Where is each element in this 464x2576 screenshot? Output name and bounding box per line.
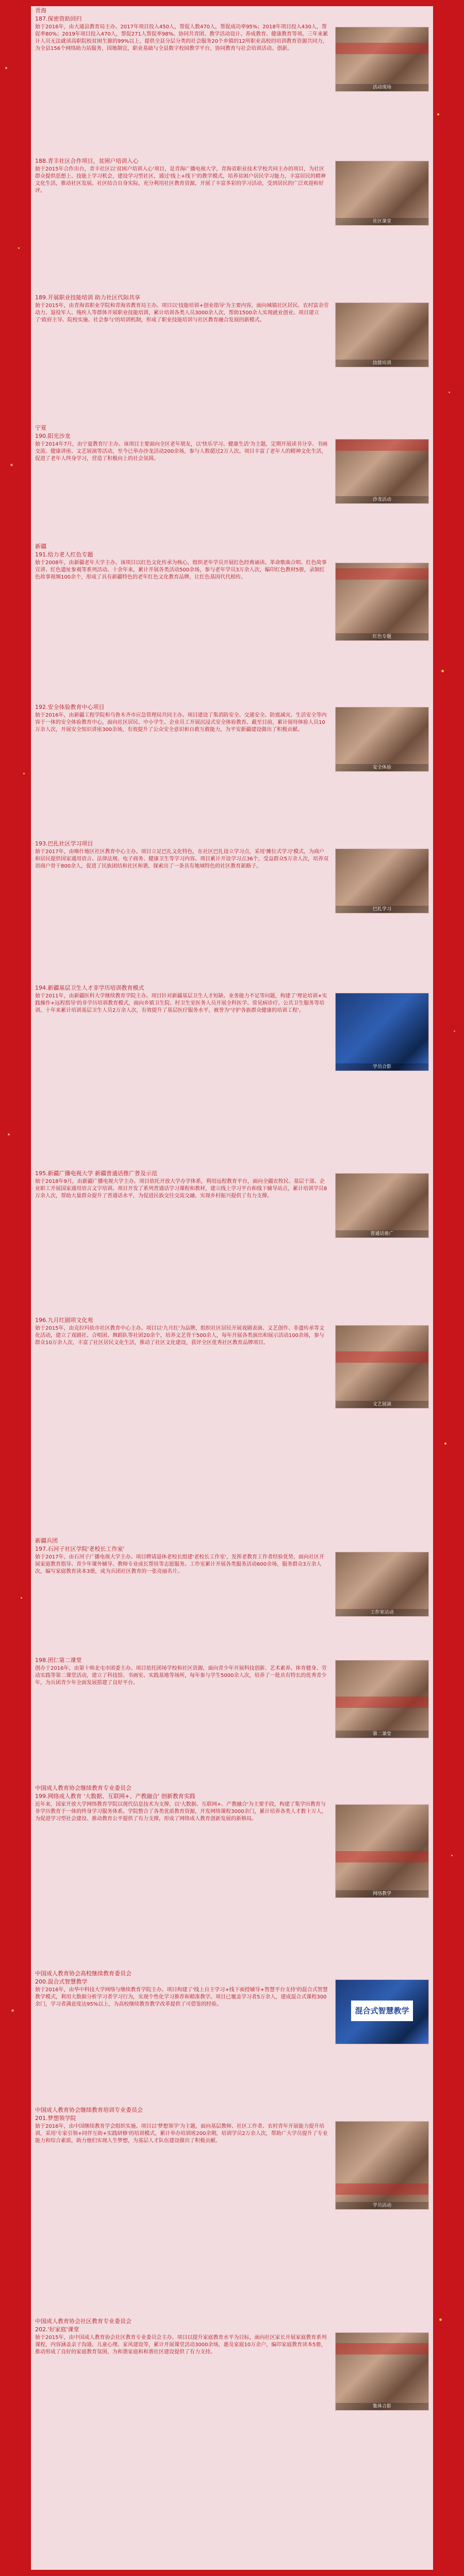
case-photo: 活动现场 — [335, 27, 429, 92]
case-title: 195.新疆广播电视大学 新疆普通话推广普及示范 — [35, 1170, 157, 1177]
case-photo: 网络教学 — [335, 1804, 429, 1898]
case-description: 始于2016年，由新疆工程学院和乌鲁木齐市应急管理局共同主办。项目建设了集消防安全、交通安全、防震减灾、生活安全等内容于一体的安全体验教育中心，面向社区居民、中小学生、企业员工开展沉浸式安全体验教育。截至目前，累计接待体验人员10万余人次，开展安全知识讲座300余场，有效提升了公众安全意识和自救互救能力，为平安新疆建设做出了积极贡献。 — [35, 713, 327, 733]
case-title: 191.给力老人红色专题 — [35, 551, 93, 558]
province-label: 中国成人教育协会高校继续教育委员会 — [35, 1970, 131, 1977]
province-label: 新疆 — [35, 543, 46, 550]
case-photo: 工作室活动 — [335, 1552, 429, 1617]
case-section — [31, 2317, 433, 2570]
case-photo: 沙龙活动 — [335, 439, 429, 504]
province-label: 宁夏 — [35, 425, 46, 431]
case-description: 创办于2016年，由第十师北屯市团委主办。项目依托团场学校和社区资源，面向青少年开展科技创新、艺术素养、体育健身、劳动实践等第二课堂活动，建立了科技馆、书画室、实践基地等场所，每年参与学生5000余人次，培养了一批具有特长的优秀青少年，为兵团青少年全面发展搭建了良好平台。 — [35, 1666, 327, 1686]
case-section — [31, 542, 433, 702]
case-section — [31, 1536, 433, 1655]
case-title: 190.阳光沙龙 — [35, 433, 71, 439]
case-section — [31, 2106, 433, 2317]
case-description: 始于2018年9月，由新疆广播电视大学主办。项目依托开放大学办学体系，利用远程教育平台，面向全疆农牧民、基层干部、企业职工开展国家通用语言文字培训。项目开发了系列普通话学习课程和教材，建立线上学习平台和线下辅导站点，累计培训学员8万余人次，帮助大量群众提升了普通话水平，为促进民族交往交流交融、实现乡村振兴提供了有力支撑。 — [35, 1179, 327, 1199]
case-photo: 集体合影 — [335, 2332, 429, 2411]
case-title: 193.巴扎社区学习项目 — [35, 840, 93, 847]
case-description: 始于2016年，由大通县教育局主办。2017年项目投入450人，帮促人数470人，帮促成功率95%；2018年项目投入430人，帮促率80%；2019年项目投入470人，帮促271人帮促率98%。协同共青团、教学活动设计、养成教育、健康教育等项。三年来累计人员无法就读高职院校贫困生源的99%以上，提供全县分层分类的社会服务20个乡镇的12所职业高校的培训教育资源共同力，为全县156个网络助力站服务，因地制宜，职业基础与全县数字校园教学平台，协同教育与社会培训活动。创新。 — [35, 24, 328, 52]
case-photo: 安全体验 — [335, 707, 429, 772]
case-description: 始于2011年，由新疆医科大学继续教育学院主办。项目针对新疆基层卫生人才短缺、业务能力不足等问题，构建了'理论培训+实践操作+远程指导'的非学历培训教育模式，面向乡镇卫生院、村卫生室医务人员开展全科医学、常见病诊疗、公共卫生服务等培训。十年来累计培训基层卫生人员2万余人次，有效提升了基层医疗服务水平，被誉为'守护各族群众健康的培训工程'。 — [35, 993, 327, 1013]
case-section — [31, 6, 433, 156]
case-description: 始于2015年，由克拉玛依市社区教育中心主办。项目以'九月红'为品牌，组织社区居民开展戏剧表演、文艺创作、非遗传承等文化活动，建立了戏剧社、合唱团、舞蹈队等社团20余个，培养文艺骨干500余人，每年开展各类演出和展示活动100余场，参与群众10万余人次，丰富了社区居民文化生活，推动了社区文化建设，获评全区优秀社区教育品牌项目。 — [35, 1326, 324, 1346]
case-photo: 社区课堂 — [335, 161, 429, 226]
case-photo: 文艺展演 — [335, 1325, 429, 1409]
case-section — [31, 1168, 433, 1315]
case-section — [31, 423, 433, 542]
case-section — [31, 156, 433, 292]
case-title: 188.青丰社区合作项目，贫困户培训入心 — [35, 158, 139, 164]
case-title: 197.石河子社区学院'老校长工作室' — [35, 1546, 125, 1552]
province-label: 青海 — [35, 7, 46, 14]
case-title: 200.混合式智慧教学 — [35, 1978, 88, 1985]
case-title: 189.开展职业技能培训 助力社区代际共享 — [35, 294, 140, 301]
case-description: 始于2015年合作出台，青丰社区以'贫困户培训入心'项目，是青海广播电视大学，青海省职业技术学校共同主办的项目，为社区群众提供思想上、技能上学习机会，建设学习型社区，通过'线上+线下'的教学模式，培养贫困户居民学习能力，丰富居民的精神文化生活，推动社区发展。社区结合自身实际，充分利用社区教育资源，开展了丰富多彩的学习活动，受到居民的广泛欢迎和好评。 — [35, 166, 326, 194]
content-panel — [31, 6, 433, 2570]
case-photo: 第二课堂 — [335, 1660, 429, 1738]
case-title: 192.安全体验教育中心项目 — [35, 704, 105, 710]
case-photo: 学员活动 — [335, 2121, 429, 2210]
case-description: 始于2016年，由华中科技大学网络与继续教育学院主办。项目构建了'线上自主学习+线下面授辅导+智慧平台支持'的混合式智慧教学模式，利用大数据分析学习者学习行为，实现个性化学习推荐和精准教学。项目已覆盖学习者5万余人，建成混合式课程300余门，学习者满意度达95%以上，为高校继续教育教学改革提供了可借鉴的经验。 — [35, 1987, 328, 2007]
case-description: 始于2014年7月，由宁夏教育厅主办。该项目主要面向全区老年朋友，以'快乐学习、健康生活'为主题，定期开展读书分享、书画交流、健康讲座、文艺展演等活动，至今已举办沙龙活动200余场，参与人数超过2万人次。项目丰富了老年人的精神文化生活，促进了老年人终身学习，营造了积极向上的社会氛围。 — [35, 442, 328, 462]
case-description: 始于2008年，由新疆老年大学主办。该项目以红色文化传承为核心，组织老年学员开展红色经典诵读、革命歌曲合唱、红色故事宣讲、红色遗址参观等系列活动。十余年来，累计开展各类活动500余场，参与老年学员3万余人次，编印红色教材5册，录制红色故事视频100余个，形成了具有新疆特色的老年红色文化教育品牌，让红色基因代代相传。 — [35, 560, 327, 580]
province-label: 中国成人教育协会继续教育培训专业委员会 — [35, 2107, 143, 2113]
case-photo: 学员合影 — [335, 993, 429, 1071]
case-section — [31, 702, 433, 838]
case-photo: 混合式智慧教学 — [335, 1979, 429, 2044]
case-photo: 红色专题 — [335, 563, 429, 641]
case-description: 始于2015年，由中国成人教育协会社区教育专业委员会主办。项目以提升家庭教育水平为目标，面向社区家长开展家庭教育系列课程，内容涵盖亲子沟通、儿童心理、家风建设等，累计开展课堂活动3000余场，惠及家庭10万余户，编印家庭教育读本5册，推动形成了良好的家庭教育氛围，为和谐家庭和和谐社区建设提供了有力支持。 — [35, 2335, 327, 2355]
province-label: 新疆兵团 — [35, 1537, 58, 1544]
case-section — [31, 1655, 433, 1784]
case-title: 196.九月红剧项文化苑 — [35, 1317, 93, 1324]
case-description: 始于2017年，由喀什地区社区教育中心主办。项目立足巴扎文化特色，在社区巴扎设立学习点，采用'摊位式学习'模式，为商户和居民提供国家通用语言、法律法规、电子商务、健康卫生等学习内容。项目累计开设学习点36个，受益群众5万余人次，培养双语商户骨干800余人，促进了民族团结和社区和谐，探索出了一条具有地域特色的社区教育新路子。 — [35, 849, 329, 869]
case-title: 194.新疆基层卫生人才非学历培训教育模式 — [35, 985, 144, 991]
case-photo: 普通话推广 — [335, 1173, 429, 1238]
case-section — [31, 1315, 433, 1536]
case-title: 198.团仁第二课堂 — [35, 1657, 82, 1664]
case-section — [31, 982, 433, 1168]
case-photo: 技能培训 — [335, 302, 429, 367]
case-description: 近年来，国家开放大学网络教育学院以现代信息技术为支撑，以'大数据、互联网+、产教融合'为主要手段，构建了集学历教育与非学历教育于一体的终身学习服务体系。学院整合了各类优质教育资源，开发网络课程3000余门，累计培养各类人才数十万人，为促进学习型社会建设、推动教育公平提供了有力支撑，形成了网络成人教育创新发展的新格局。 — [35, 1802, 327, 1822]
case-title: 187.保密资助回归 — [35, 15, 82, 22]
case-photo: 巴扎学习 — [335, 849, 429, 913]
case-section — [31, 1969, 433, 2106]
province-label: 中国成人教育协会社区教育专业委员会 — [35, 2318, 131, 2325]
case-title: 201.梦想领学院 — [35, 2115, 76, 2122]
case-description: 始于2015年，由青海省职业学院和青海省教育局主办。项目以'技能培训+创业指导'为主要内容，面向城镇社区居民、农村富余劳动力、退役军人、残疾人等群体开展职业技能培训，累计培训各类人员3000余人次，帮助1500余人实现就业创业。项目建立了'政府主导、院校实施、社会参与'的培训机制，形成了职业技能培训与社区教育融合发展的新模式。 — [35, 303, 329, 323]
case-section — [31, 292, 433, 423]
case-title: 202.'好家庭'课堂 — [35, 2326, 79, 2333]
province-label: 中国成人教育协会继续教育专业委员会 — [35, 1785, 131, 1791]
case-description: 始于2017年，由石河子广播电视大学主办。项目聘请退休老校长组建'老校长工作室'，发挥老教育工作者经验优势，面向社区开展家庭教育指导、青少年课外辅导、教师专业成长帮扶等志愿服务。工作室累计开展各类服务活动600余场，服务群众3万余人次，编写家庭教育读本3册，成为兵团社区教育的一张亮丽名片。 — [35, 1554, 324, 1574]
case-section — [31, 838, 433, 982]
case-section — [31, 1784, 433, 1969]
case-description: 始于2016年，由中国继续教育学会组织实施。项目以'梦想领学'为主题，面向基层教师、社区工作者、农村青年开展能力提升培训，采用'专家引领+同伴互助+实践研修'的培训模式，累计举办培训班200余期，培训学员2万余人次，帮助广大学员提升了专业能力和综合素质，助力他们实现人生梦想，为基层人才队伍建设做出了积极贡献。 — [35, 2124, 328, 2144]
case-title: 199.网络成人教育 '大数据、互联网+、产教融合' 创新教育实践 — [35, 1793, 195, 1800]
